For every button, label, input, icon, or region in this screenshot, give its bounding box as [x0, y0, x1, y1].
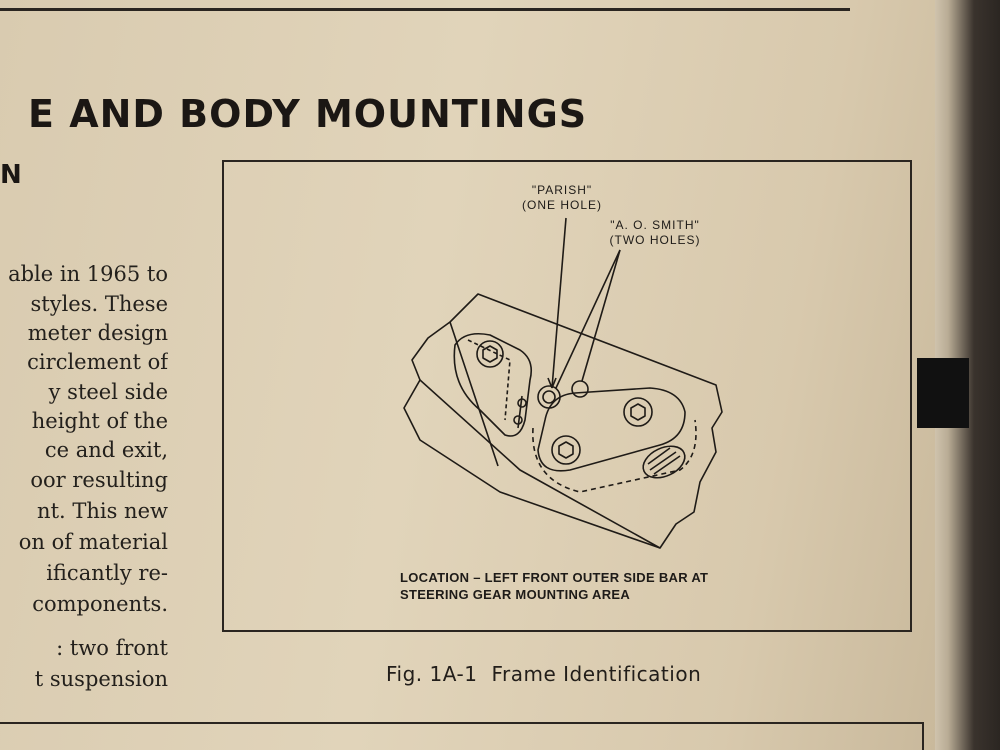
- body-text-line: components.: [32, 592, 168, 616]
- section-title: E AND BODY MOUNTINGS: [28, 92, 588, 136]
- body-text-line: y steel side: [48, 380, 168, 404]
- body-text-line: t suspension: [34, 667, 168, 691]
- figure-title: Frame Identification: [491, 662, 702, 686]
- body-text-line: oor resulting: [30, 468, 168, 492]
- location-line-2: STEERING GEAR MOUNTING AREA: [400, 587, 631, 602]
- body-text-line: circlement of: [27, 350, 168, 374]
- figure-caption: [386, 662, 715, 686]
- next-section-box: [0, 722, 924, 750]
- section-tab-marker: [917, 358, 969, 428]
- body-text-line: nt. This new: [37, 499, 168, 523]
- section-subhead: N: [0, 160, 22, 190]
- body-text-line: meter design: [27, 321, 168, 345]
- body-text-line: ificantly re-: [46, 561, 168, 585]
- body-text-line: : two front: [56, 636, 168, 660]
- callout-ao-smith-name: "A. O. SMITH": [610, 218, 700, 232]
- figure-location-note: [400, 569, 708, 603]
- body-text-line: able in 1965 to: [8, 262, 168, 286]
- body-text-line: ce and exit,: [44, 438, 168, 462]
- figure-number: Fig. 1A-1: [386, 662, 478, 686]
- callout-ao-smith-holes: (TWO HOLES): [609, 233, 701, 247]
- body-text-line: height of the: [31, 409, 168, 433]
- body-text-line: on of material: [18, 530, 168, 554]
- callout-parish-name: "PARISH": [531, 183, 593, 197]
- callout-parish-holes: (ONE HOLE): [521, 198, 602, 212]
- body-text-line: styles. These: [30, 292, 168, 316]
- location-line-1: LOCATION – LEFT FRONT OUTER SIDE BAR AT: [400, 570, 709, 585]
